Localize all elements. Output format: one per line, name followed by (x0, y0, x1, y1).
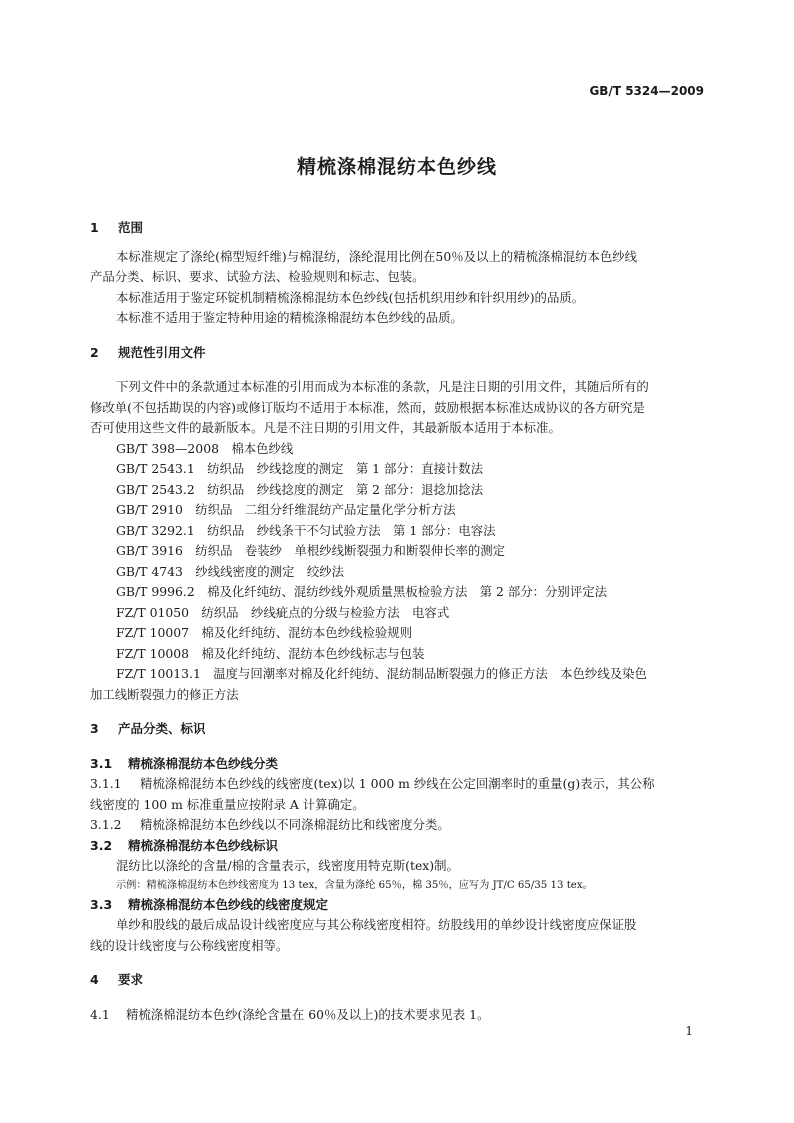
subsection-number: 3.2 (90, 837, 113, 853)
section-title: 规范性引用文件 (118, 344, 206, 360)
reference-item: GB/T 2543.1 纺织品 纱线捻度的测定 第 1 部分：直接计数法 (116, 461, 484, 476)
subsection-number: 3.1 (90, 755, 113, 771)
clause-continuation: 线密度的 100 m 标准重量应按附录 A 计算确定。 (90, 796, 365, 812)
reference-item: FZ/T 10007 棉及化纤纯纺、混纺本色纱线检验规则 (116, 625, 413, 640)
section-number: 4 (90, 972, 99, 987)
paragraph: 混纺比以涤纶的含量/棉的含量表示，线密度用特克斯(tex)制。 (116, 858, 459, 873)
clause-3-1-2 (90, 815, 704, 836)
reference-item: GB/T 4743 纱线线密度的测定 绞纱法 (116, 563, 344, 579)
reference-item: GB/T 9996.2 棉及化纤纯纺、混纺纱线外观质量黑板检验方法 第 2 部分：分别评定法 (116, 584, 607, 599)
paragraph: 本标准适用于鉴定环锭机制精梳涤棉混纺本色纱线(包括机织用纱和针织用纱)的品质。 (116, 289, 585, 305)
reference-item: FZ/T 10008 棉及化纤纯纺、混纺本色纱线标志与包装 (116, 645, 425, 661)
standard-code: GB/T 5324—2009 (589, 84, 704, 98)
document-body (90, 218, 704, 1025)
reference-item: FZ/T 10013.1 温度与回潮率对棉及化纤纯纺、混纺制品断裂强力的修正方法 本色纱线及染色 (116, 666, 647, 681)
paragraph: 下列文件中的条款通过本标准的引用而成为本标准的条款，凡是注日期的引用文件，其随后所有的 (116, 379, 649, 394)
reference-item: GB/T 2910 纺织品 二组分纤维混纺产品定量化学分析方法 (116, 502, 456, 517)
paragraph: 单纱和股线的最后成品设计线密度应与其公称线密度相符。纺股线用的单纱设计线密度应保证股 (116, 917, 637, 932)
clause-number: 3.1.2 (90, 817, 122, 832)
example-note: 示例：精梳涤棉混纺本色纱线密度为 13 tex，含量为涤纶 65％，棉 35％，应写为 JT/C 65/35 13 tex。 (116, 879, 593, 891)
subsection-3-2-heading (90, 836, 704, 857)
paragraph-continuation: 线的设计线密度与公称线密度相等。 (90, 937, 289, 953)
section-title: 范围 (118, 220, 144, 235)
document-title: 精梳涤棉混纺本色纱线 (296, 156, 497, 178)
subsection-3-1-heading (90, 754, 704, 775)
paragraph-continuation: 否可使用这些文件的最新版本。凡是不注日期的引用文件，其最新版本适用于本标准。 (90, 420, 561, 435)
subsection-title: 精梳涤棉混纺本色纱线标识 (128, 837, 279, 853)
section-number: 3 (90, 721, 99, 736)
reference-item-continuation: 加工线断裂强力的修正方法 (90, 686, 239, 702)
reference-item: GB/T 3292.1 纺织品 纱线条干不匀试验方法 第 1 部分：电容法 (116, 522, 496, 538)
paragraph-continuation: 修改单(不包括勘误的内容)或修订版均不适用于本标准，然而，鼓励根据本标准达成协议的各方研究是 (90, 399, 645, 415)
paragraph: 本标准规定了涤纶(棉型短纤维)与棉混纺，涤纶混用比例在50％及以上的精梳涤棉混纺本色纱线 (116, 248, 638, 264)
clause-text: 精梳涤棉混纺本色纱线的线密度(tex)以 1 000 m 纱线在公定回潮率时的重量(g)表示，其公称 (140, 776, 655, 791)
reference-item: GB/T 3916 纺织品 卷装纱 单根纱线断裂强力和断裂伸长率的测定 (116, 543, 506, 558)
reference-item: GB/T 2543.2 纺织品 纱线捻度的测定 第 2 部分：退捻加捻法 (116, 481, 484, 497)
subsection-title: 精梳涤棉混纺本色纱线的线密度规定 (128, 896, 329, 912)
section-title: 产品分类、标识 (118, 721, 206, 736)
subsection-number: 3.3 (90, 896, 113, 912)
section-number: 1 (90, 220, 99, 235)
clause-4-1 (90, 1005, 704, 1026)
clause-3-1-1 (90, 774, 704, 795)
clause-text: 精梳涤棉混纺本色纱线以不同涤棉混纺比和线密度分类。 (140, 817, 450, 832)
section-2-heading (90, 343, 704, 364)
subsection-title: 精梳涤棉混纺本色纱线分类 (128, 755, 279, 771)
section-title: 要求 (118, 972, 144, 987)
section-number: 2 (90, 344, 99, 360)
clause-number: 3.1.1 (90, 776, 122, 791)
paragraph: 本标准不适用于鉴定特种用途的精梳涤棉混纺本色纱线的品质。 (116, 310, 463, 325)
section-3-heading (90, 719, 704, 740)
clause-number: 4.1 (90, 1006, 110, 1022)
section-1-heading (90, 218, 704, 239)
section-4-heading (90, 970, 704, 991)
reference-item: GB/T 398—2008 棉本色纱线 (116, 440, 294, 456)
reference-item: FZ/T 01050 纺织品 纱线疵点的分级与检验方法 电容式 (116, 604, 450, 620)
page-number: 1 (685, 1024, 693, 1038)
subsection-3-3-heading (90, 895, 704, 916)
paragraph-continuation: 产品分类、标识、要求、试验方法、检验规则和标志、包装。 (90, 269, 425, 284)
clause-text: 精梳涤棉混纺本色纱(涤纶含量在 60％及以上)的技术要求见表 1。 (126, 1006, 490, 1022)
